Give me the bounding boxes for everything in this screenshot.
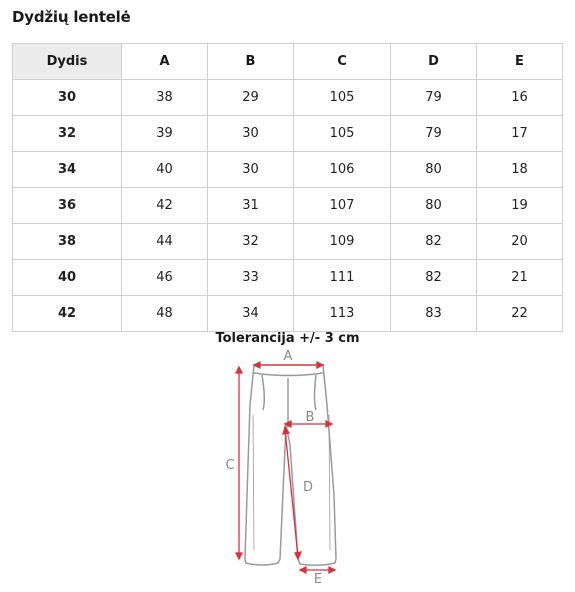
value-cell-d: 79: [391, 80, 477, 116]
value-cell-c: 106: [294, 152, 391, 188]
header-cell-d: D: [391, 44, 477, 80]
value-cell-e: 22: [477, 296, 563, 332]
value-cell-e: 21: [477, 260, 563, 296]
value-cell-a: 44: [122, 224, 208, 260]
table-row: [13, 188, 563, 224]
value-cell-d: 80: [391, 188, 477, 224]
label-b: B: [305, 410, 315, 425]
label-e: E: [313, 572, 323, 587]
tolerance-note: Tolerancija +/- 3 cm: [215, 331, 360, 346]
value-cell-a: 39: [122, 116, 208, 152]
header-row: [13, 44, 563, 80]
value-cell-a: 46: [122, 260, 208, 296]
size-cell: 34: [13, 152, 122, 188]
value-cell-e: 18: [477, 152, 563, 188]
value-cell-b: 31: [208, 188, 294, 224]
table-row: [13, 152, 563, 188]
value-cell-b: 33: [208, 260, 294, 296]
value-cell-b: 30: [208, 152, 294, 188]
label-a: A: [283, 349, 293, 364]
value-cell-a: 40: [122, 152, 208, 188]
value-cell-c: 107: [294, 188, 391, 224]
pants-measurement-diagram: [210, 345, 370, 590]
value-cell-b: 29: [208, 80, 294, 116]
value-cell-e: 17: [477, 116, 563, 152]
value-cell-c: 113: [294, 296, 391, 332]
size-cell: 30: [13, 80, 122, 116]
measure-c: [236, 367, 242, 559]
size-cell: 40: [13, 260, 122, 296]
value-cell-d: 80: [391, 152, 477, 188]
table-row: [13, 260, 563, 296]
value-cell-b: 30: [208, 116, 294, 152]
size-cell: 36: [13, 188, 122, 224]
label-d: D: [302, 480, 314, 495]
value-cell-e: 16: [477, 80, 563, 116]
value-cell-c: 111: [294, 260, 391, 296]
value-cell-d: 83: [391, 296, 477, 332]
size-cell: 32: [13, 116, 122, 152]
table-row: [13, 116, 563, 152]
pants-outline-icon: [245, 365, 336, 565]
value-cell-a: 42: [122, 188, 208, 224]
header-cell-size: Dydis: [13, 44, 122, 80]
header-cell-c: C: [294, 44, 391, 80]
value-cell-d: 82: [391, 224, 477, 260]
table-body: [13, 80, 563, 332]
table-row: [13, 80, 563, 116]
value-cell-e: 19: [477, 188, 563, 224]
value-cell-b: 32: [208, 224, 294, 260]
page-title: Dydžių lentelė: [12, 8, 131, 26]
value-cell-d: 82: [391, 260, 477, 296]
value-cell-d: 79: [391, 116, 477, 152]
value-cell-c: 109: [294, 224, 391, 260]
value-cell-b: 34: [208, 296, 294, 332]
value-cell-e: 20: [477, 224, 563, 260]
header-cell-a: A: [122, 44, 208, 80]
value-cell-c: 105: [294, 116, 391, 152]
value-cell-c: 105: [294, 80, 391, 116]
size-cell: 38: [13, 224, 122, 260]
header-cell-b: B: [208, 44, 294, 80]
table-row: [13, 224, 563, 260]
value-cell-a: 38: [122, 80, 208, 116]
size-cell: 42: [13, 296, 122, 332]
table-row: [13, 296, 563, 332]
size-table: [12, 43, 563, 332]
table-header: [13, 44, 563, 80]
value-cell-a: 48: [122, 296, 208, 332]
header-cell-e: E: [477, 44, 563, 80]
label-c: C: [225, 458, 235, 473]
